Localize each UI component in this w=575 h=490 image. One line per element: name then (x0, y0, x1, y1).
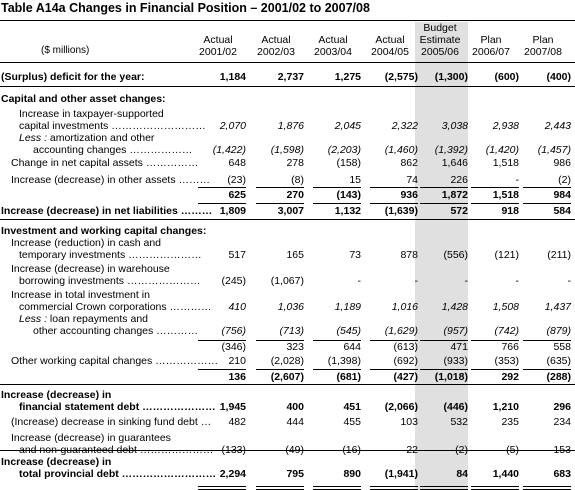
cell-value: 3,038 (441, 120, 468, 132)
cell-value: 1,184 (219, 71, 246, 83)
cell-value: 103 (400, 416, 418, 428)
cell-value: 648 (228, 157, 246, 169)
cell-value: 2,045 (334, 120, 361, 132)
cell-value: 451 (343, 401, 361, 413)
cell-value: (1,420) (485, 144, 519, 156)
row-label: Increase (decrease) in guarantees (11, 432, 171, 444)
row-label: Increase (decrease) in net liabilities ……… (1, 205, 213, 217)
column-header (248, 34, 304, 58)
cell-value: 1,872 (441, 189, 468, 201)
row-label: Increase (reduction) in cash and (11, 237, 161, 249)
cell-value: - (357, 275, 361, 287)
cell-value: (957) (443, 325, 468, 337)
cell-value: - (414, 275, 418, 287)
row-label: Change in net capital assets …………… (11, 157, 199, 169)
cell-value: (756) (221, 325, 246, 337)
cell-value: (1,460) (384, 144, 418, 156)
section-rule (0, 384, 575, 385)
cell-value: (16) (342, 444, 361, 456)
cell-value: 73 (349, 249, 361, 261)
total-double-rule (198, 486, 246, 490)
row-label: (Surplus) deficit for the year: (1, 71, 145, 83)
cell-value: 1,189 (334, 301, 361, 313)
cell-value: 1,428 (441, 301, 468, 313)
row-label: financial statement debt ………………… (19, 401, 216, 413)
subtotal-rule (256, 187, 304, 188)
cell-value: (879) (546, 325, 571, 337)
cell-value: (143) (336, 189, 361, 201)
row-label: Investment and working capital changes: (1, 225, 207, 237)
column-header-line: 2007/08 (524, 46, 562, 58)
less-prefix: Less : (19, 313, 48, 325)
cell-value: 2,938 (492, 120, 519, 132)
row-label-text: amortization and other (47, 132, 155, 144)
cell-value: 572 (450, 205, 468, 217)
column-header-line: 2005/06 (421, 46, 459, 58)
cell-value: 210 (228, 355, 246, 367)
cell-value: 1,437 (544, 301, 571, 313)
subtotal-rule (471, 187, 519, 188)
subtotal-rule (370, 187, 418, 188)
cell-value: 1,440 (492, 468, 519, 480)
cell-value: 1,518 (492, 157, 519, 169)
units-label: ($ millions) (41, 45, 90, 56)
row-label: Increase in total investment in (11, 289, 150, 301)
header-rule (0, 62, 575, 63)
cell-value: 984 (553, 189, 571, 201)
total-double-rule (313, 486, 361, 490)
column-header (362, 34, 418, 58)
column-header-line: Plan (480, 34, 502, 46)
cell-value: - (464, 275, 468, 287)
cell-value: 270 (286, 189, 304, 201)
cell-value: 1,809 (219, 205, 246, 217)
column-header (412, 22, 468, 58)
cell-value: (2) (455, 444, 468, 456)
row-label: Increase (decrease) in other assets ……… (11, 174, 210, 186)
cell-value: 1,275 (334, 71, 361, 83)
cell-value: 292 (501, 371, 519, 383)
less-prefix: Less : (19, 132, 48, 144)
row-label: Increase (decrease) in (1, 456, 112, 468)
cell-value: 471 (450, 341, 468, 353)
column-header-line: 2004/05 (371, 46, 409, 58)
cell-value: (2,066) (384, 401, 418, 413)
cell-value: (2,575) (384, 71, 418, 83)
subtotal-rule (523, 340, 571, 341)
column-header-line: Estimate (419, 34, 461, 46)
cell-value: 235 (501, 416, 519, 428)
cell-value: (446) (443, 401, 468, 413)
cell-value: 1,876 (277, 120, 304, 132)
total-double-rule (523, 486, 571, 490)
cell-value: (2,028) (270, 355, 304, 367)
subtotal-rule (370, 340, 418, 341)
cell-value: 1,518 (492, 189, 519, 201)
top-rule (0, 20, 575, 21)
cell-value: 890 (343, 468, 361, 480)
cell-value: 153 (553, 444, 571, 456)
cell-value: (2,203) (327, 144, 361, 156)
cell-value: 517 (228, 249, 246, 261)
cell-value: 683 (553, 468, 571, 480)
cell-value: (49) (285, 444, 304, 456)
cell-value: (8) (291, 174, 304, 186)
row-label: commercial Crown corporations ………… (19, 301, 212, 313)
cell-value: 862 (400, 157, 418, 169)
cell-value: 3,007 (277, 205, 304, 217)
row-label (19, 132, 154, 144)
cell-value: 410 (228, 301, 246, 313)
subtotal-rule (256, 369, 304, 370)
row-label: other accounting changes ………… (33, 325, 199, 337)
cell-value: (2) (558, 174, 571, 186)
cell-value: (635) (546, 355, 571, 367)
subtotal-rule (256, 203, 304, 204)
cell-value: (2,607) (270, 371, 304, 383)
cell-value: (556) (443, 249, 468, 261)
subtotal-rule (420, 369, 468, 370)
cell-value: 2,294 (219, 468, 246, 480)
cell-value: (353) (494, 355, 519, 367)
cell-value: (400) (546, 71, 571, 83)
cell-value: (1,422) (212, 144, 246, 156)
cell-value: (681) (336, 371, 361, 383)
cell-value: 918 (501, 205, 519, 217)
row-label: and non-guaranteed debt ………………… (19, 444, 214, 456)
cell-value: 84 (456, 468, 468, 480)
column-header-line: 2003/04 (314, 46, 352, 58)
cell-value: (121) (494, 249, 519, 261)
section-rule (0, 219, 575, 220)
subtotal-rule (313, 203, 361, 204)
column-header-line: Plan (532, 34, 554, 46)
cell-value: (600) (494, 71, 519, 83)
cell-value: (692) (393, 355, 418, 367)
cell-value: (288) (546, 371, 571, 383)
subtotal-rule (198, 369, 246, 370)
cell-value: 165 (286, 249, 304, 261)
column-header-line: Actual (318, 34, 348, 46)
cell-value: (1,941) (384, 468, 418, 480)
column-header-line: 2006/07 (472, 46, 510, 58)
cell-value: 22 (406, 444, 418, 456)
subtotal-rule (313, 187, 361, 188)
row-label: capital investments ……………………… (19, 120, 206, 132)
cell-value: 1,132 (334, 205, 361, 217)
subtotal-rule (471, 340, 519, 341)
cell-value: (5) (506, 444, 519, 456)
cell-value: 795 (286, 468, 304, 480)
cell-value: 986 (553, 157, 571, 169)
row-label: (Increase) decrease in sinking fund debt … (11, 416, 212, 428)
cell-value: 644 (343, 341, 361, 353)
column-header-line: Actual (261, 34, 291, 46)
cell-value: 15 (349, 174, 361, 186)
cell-value: 2,443 (544, 120, 571, 132)
total-double-rule (420, 486, 468, 490)
row-label: accounting changes ……………… (33, 144, 193, 156)
column-header-line: Actual (203, 34, 233, 46)
cell-value: (1,629) (384, 325, 418, 337)
cell-value: 234 (553, 416, 571, 428)
subtotal-rule (313, 340, 361, 341)
cell-value: (1,018) (434, 371, 468, 383)
cell-value: 1,210 (492, 401, 519, 413)
column-header (515, 34, 571, 58)
row-label: borrowing investments ………………… (19, 275, 201, 287)
subtotal-rule (420, 187, 468, 188)
cell-value: 936 (400, 189, 418, 201)
subtotal-rule (313, 369, 361, 370)
column-header (463, 34, 519, 58)
cell-value: 455 (343, 416, 361, 428)
subtotal-rule (420, 340, 468, 341)
cell-value: 323 (286, 341, 304, 353)
cell-value: 136 (228, 371, 246, 383)
subtotal-rule (198, 203, 246, 204)
cell-value: 482 (228, 416, 246, 428)
cell-value: - (567, 275, 571, 287)
cell-value: (1,457) (537, 144, 571, 156)
cell-value: 2,322 (391, 120, 418, 132)
cell-value: (1,639) (384, 205, 418, 217)
row-label: temporary investments ………………… (19, 249, 202, 261)
row-label: Capital and other asset changes: (1, 93, 166, 105)
column-header-line: 2002/03 (257, 46, 295, 58)
subtotal-rule (523, 187, 571, 188)
cell-value: 74 (406, 174, 418, 186)
cell-value: (613) (393, 341, 418, 353)
column-header (305, 34, 361, 58)
cell-value: (1,398) (327, 355, 361, 367)
row-label: Other working capital changes ……………… (11, 355, 219, 367)
row-label (19, 313, 148, 325)
row-label-text: loan repayments and (47, 313, 148, 325)
cell-value: 2,737 (277, 71, 304, 83)
cell-value: (211) (547, 249, 571, 261)
section-rule (0, 450, 575, 451)
subtotal-rule (198, 187, 246, 188)
cell-value: 1,646 (441, 157, 468, 169)
cell-value: 278 (286, 157, 304, 169)
cell-value: (545) (336, 325, 361, 337)
row-label: Increase (decrease) in (1, 389, 112, 401)
cell-value: (1,392) (434, 144, 468, 156)
cell-value: 878 (400, 249, 418, 261)
cell-value: 2,070 (219, 120, 246, 132)
cell-value: (158) (336, 157, 361, 169)
cell-value: - (515, 174, 519, 186)
column-header-line: Budget (423, 22, 457, 34)
cell-value: 296 (553, 401, 571, 413)
cell-value: (1,300) (434, 71, 468, 83)
cell-value: 1,016 (391, 301, 418, 313)
row-label: total provincial debt ……………………… (19, 468, 217, 480)
subtotal-rule (370, 203, 418, 204)
cell-value: (1,067) (270, 275, 304, 287)
cell-value: (742) (494, 325, 519, 337)
total-double-rule (370, 486, 418, 490)
cell-value: 1,036 (277, 301, 304, 313)
total-double-rule (471, 486, 519, 490)
cell-value: (1,598) (270, 144, 304, 156)
cell-value: (933) (443, 355, 468, 367)
subtotal-rule (256, 340, 304, 341)
cell-value: 766 (501, 341, 519, 353)
cell-value: 1,945 (219, 401, 246, 413)
cell-value: 532 (450, 416, 468, 428)
cell-value: - (515, 275, 519, 287)
section-rule (0, 86, 575, 87)
column-header (190, 34, 246, 58)
cell-value: 444 (286, 416, 304, 428)
row-label: Increase in taxpayer-supported (19, 108, 164, 120)
cell-value: (23) (227, 174, 246, 186)
subtotal-rule (523, 203, 571, 204)
column-header-line: Actual (375, 34, 405, 46)
cell-value: (713) (279, 325, 304, 337)
cell-value: (133) (221, 444, 246, 456)
row-label: Increase (decrease) in warehouse (11, 263, 170, 275)
cell-value: 226 (450, 174, 468, 186)
table-title: Table A14a Changes in Financial Position – 2001/02 to 2007/08 (1, 1, 370, 15)
cell-value: (427) (393, 371, 418, 383)
cell-value: 584 (553, 205, 571, 217)
subtotal-rule (370, 369, 418, 370)
subtotal-rule (471, 203, 519, 204)
cell-value: 1,508 (492, 301, 519, 313)
column-header-line: 2001/02 (199, 46, 237, 58)
cell-value: 625 (228, 189, 246, 201)
cell-value: 400 (286, 401, 304, 413)
cell-value: (346) (221, 341, 246, 353)
subtotal-rule (420, 203, 468, 204)
cell-value: (245) (221, 275, 246, 287)
subtotal-rule (471, 369, 519, 370)
cell-value: 558 (553, 341, 571, 353)
subtotal-rule (198, 340, 246, 341)
total-double-rule (256, 486, 304, 490)
subtotal-rule (523, 369, 571, 370)
